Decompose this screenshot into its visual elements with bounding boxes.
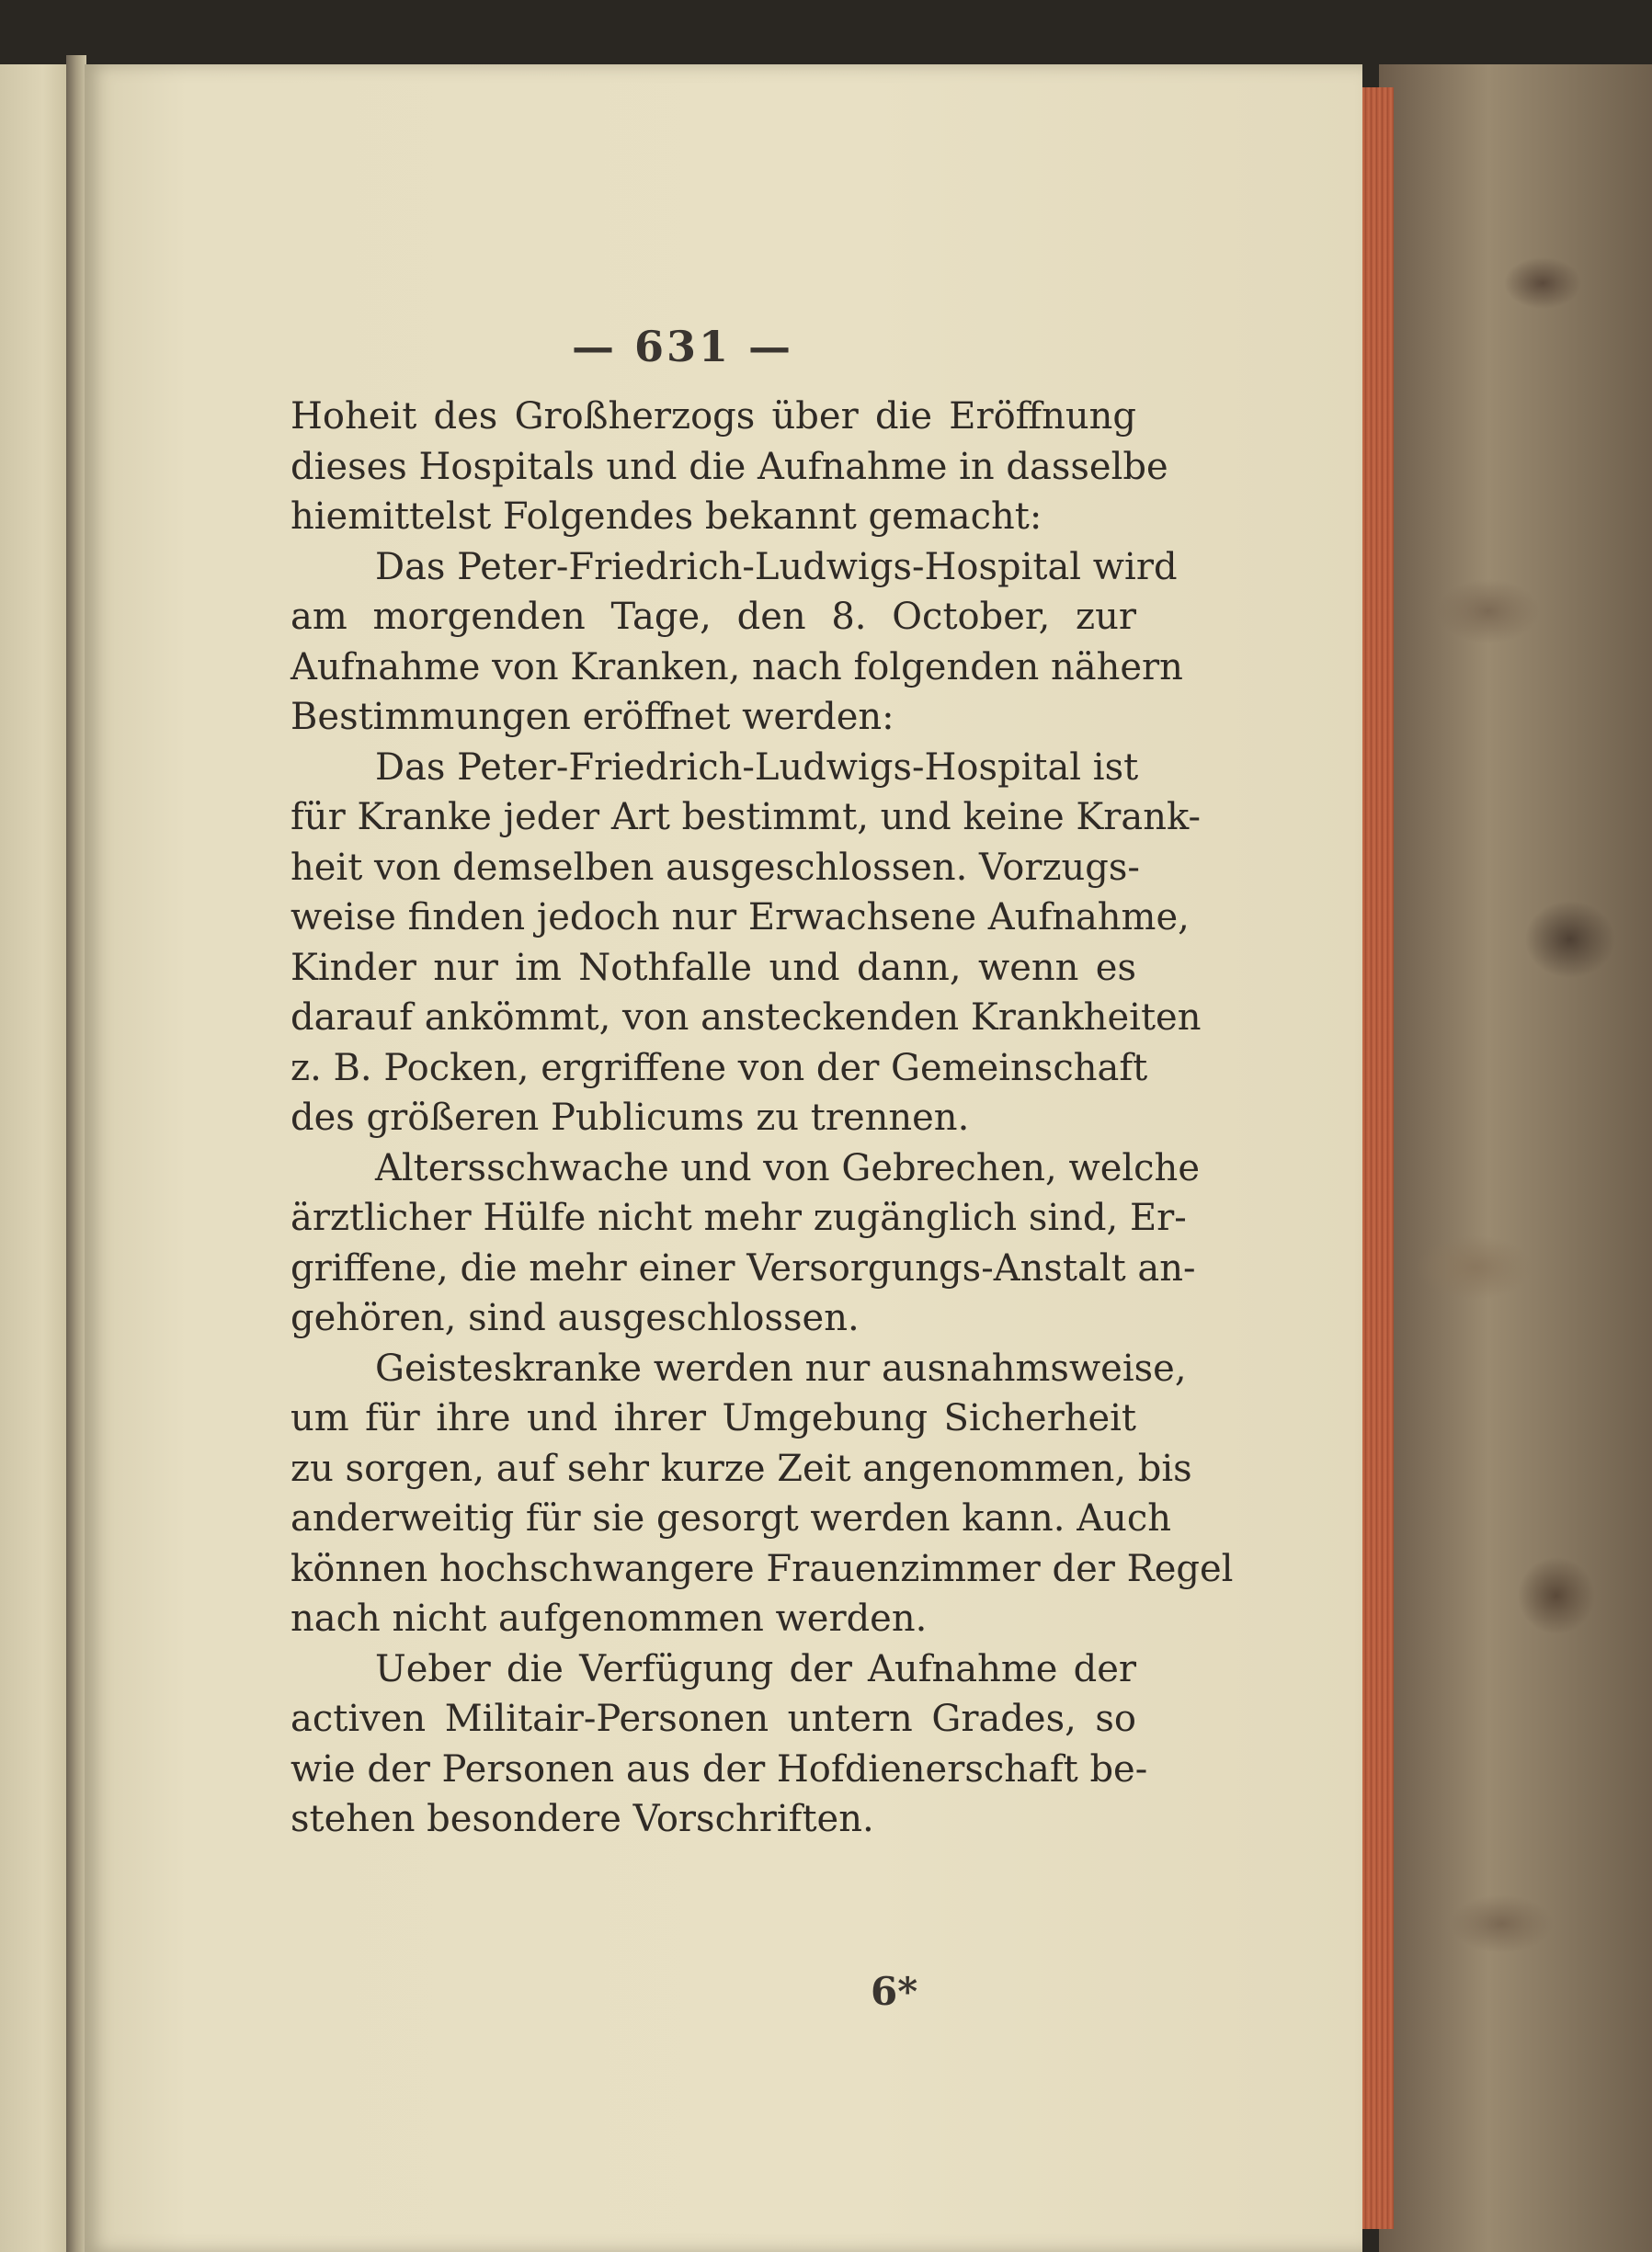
text-line: zu sorgen, auf sehr kurze Zeit angenommen, bis <box>291 1447 1192 1490</box>
body-text <box>291 392 1234 1845</box>
text-line: z. B. Pocken, ergriffene von der Gemeinschaft <box>291 1046 1148 1089</box>
book-gutter <box>66 55 86 2252</box>
text-line: Geisteskranke werden nur ausnahmsweise, <box>375 1347 1187 1390</box>
text-line: am morgenden Tage, den 8. October, zur <box>291 596 1136 638</box>
text-line: Kinder nur im Nothfalle und dann, wenn es <box>291 946 1136 989</box>
text-line: Altersschwache und von Gebrechen, welche <box>375 1146 1200 1189</box>
text-line: des größeren Publicums zu trennen. <box>291 1097 970 1139</box>
text-line: stehen besondere Vorschriften. <box>291 1798 874 1840</box>
text-line: dieses Hospitals und die Aufnahme in dasselbe <box>291 445 1168 488</box>
previous-page-edge <box>0 64 74 2252</box>
text-line: können hochschwangere Frauenzimmer der Regel <box>291 1547 1234 1590</box>
book-page <box>85 64 1362 2252</box>
text-line: weise finden jedoch nur Erwachsene Aufnahme, <box>291 896 1190 938</box>
text-line: nach nicht aufgenommen werden. <box>291 1598 928 1640</box>
text-line: Aufnahme von Kranken, nach folgenden nähern <box>291 645 1183 688</box>
text-line: darauf ankömmt, von ansteckenden Krankheiten <box>291 996 1202 1039</box>
text-line: hiemittelst Folgendes bekannt gemacht: <box>291 495 1042 538</box>
text-line: Hoheit des Großherzogs über die Eröffnung <box>291 395 1136 438</box>
text-line: wie der Personen aus der Hofdienerschaft be- <box>291 1747 1148 1791</box>
marbled-cover-board <box>1379 64 1652 2252</box>
text-line: anderweitig für sie gesorgt werden kann. Auch <box>291 1497 1172 1540</box>
text-line: für Kranke jeder Art bestimmt, und keine Krank- <box>291 796 1202 838</box>
text-line: heit von demselben ausgeschlossen. Vorzugs- <box>291 846 1140 889</box>
text-line: activen Militair-Personen untern Grades, so <box>291 1698 1136 1740</box>
page-number: — 631 — <box>572 322 794 371</box>
text-line: Das Peter-Friedrich-Ludwigs-Hospital wird <box>375 545 1178 588</box>
text-line: Bestimmungen eröffnet werden: <box>291 696 894 738</box>
text-line: Das Peter-Friedrich-Ludwigs-Hospital ist <box>375 745 1139 789</box>
text-line: ärztlicher Hülfe nicht mehr zugänglich sind, Er- <box>291 1197 1187 1239</box>
text-line: gehören, sind ausgeschlossen. <box>291 1297 860 1339</box>
text-line: um für ihre und ihrer Umgebung Sicherheit <box>291 1397 1136 1439</box>
text-line: griffene, die mehr einer Versorgungs-Anstalt an- <box>291 1246 1196 1290</box>
text-line: Ueber die Verfügung der Aufnahme der <box>375 1647 1136 1690</box>
signature-mark: 6* <box>871 1969 918 2014</box>
